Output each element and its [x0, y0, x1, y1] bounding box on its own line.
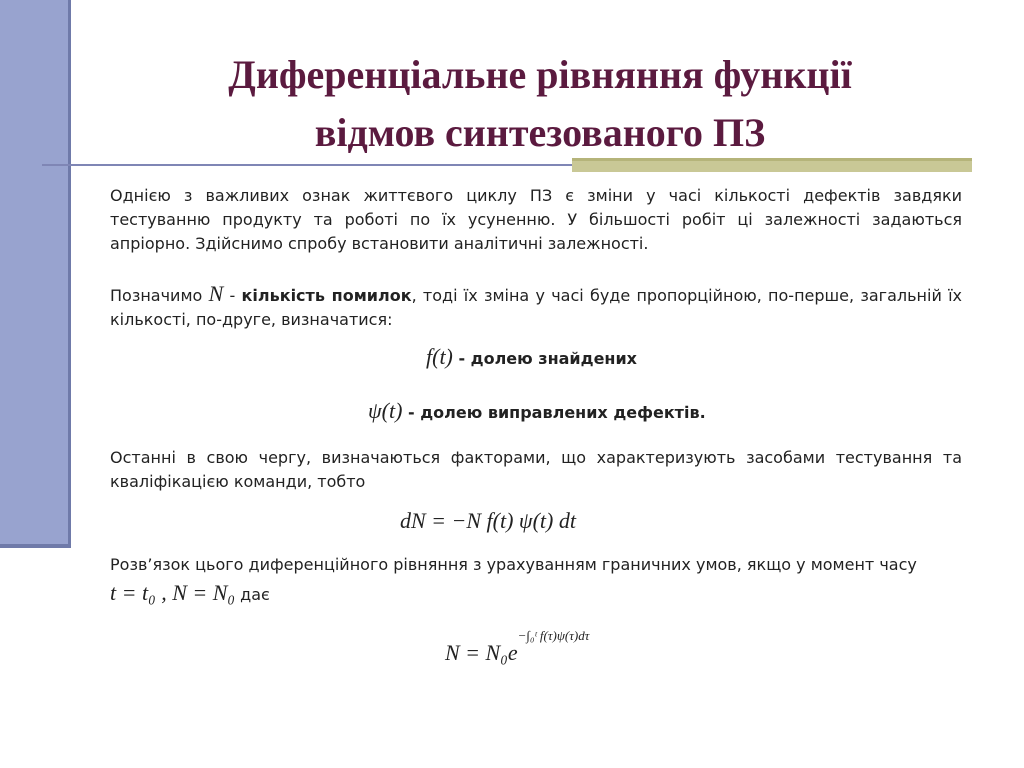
equation-dn: dN = −N f(t) ψ(t) dt: [400, 508, 576, 533]
solution-exponent: −∫₀ᵗ f(τ)ψ(τ)dτ: [517, 627, 590, 643]
formula-psi: ψ(t): [368, 398, 403, 423]
solution-base: N = N₀e: [445, 640, 518, 665]
p2-pre: Позначимо: [110, 286, 203, 305]
side-accent-edge: [68, 0, 71, 548]
initial-conditions: [110, 580, 270, 606]
title-line-2: відмов синтезованого ПЗ: [314, 110, 766, 155]
p2-post: , тоді їх зміна у часі буде пропорційною, по-перше, загальній їх кількості, по-друге, визначатися:: [110, 286, 962, 329]
conditions: t = t₀ , N = N₀: [110, 580, 236, 605]
title-line-1: Диференціальне рівняння функції: [228, 52, 852, 97]
paragraph-factors: Останні в свою чергу, визначаються факторами, що характеризують засобами тестування та кваліфікацією команди, тобто: [110, 448, 962, 491]
gives-word: дає: [240, 585, 270, 604]
paragraph-definition: [110, 282, 962, 332]
title-divider-accent: [572, 158, 972, 172]
formula-psi-line: [368, 398, 706, 424]
side-accent-bottom: [0, 544, 71, 548]
symbol-n: N: [208, 281, 224, 306]
paragraph-solution: Розв’язок цього диференційного рівняння з урахуванням граничних умов, якщо у момент часу: [110, 555, 917, 574]
p2-dash: -: [223, 286, 242, 305]
side-accent-bar: [0, 0, 68, 548]
equation-differential: [400, 508, 576, 534]
formula-f-line: [426, 344, 637, 370]
label-fixed: - долею виправлених дефектів.: [402, 403, 706, 422]
formula-f: f(t): [426, 344, 453, 369]
slide-title: [120, 46, 960, 162]
label-found: - долею знайдених: [452, 349, 637, 368]
paragraph-intro: Однією з важливих ознак життєвого циклу ПЗ є зміни у часі кількості дефектів завдяки тестуванню продукту та роботі по їх усуненню. У більшості робіт ці залежності задаються апріорно. Здійснимо спробу встановити аналітичні залежності.: [110, 186, 962, 253]
p2-bold: кількість помилок: [241, 286, 412, 305]
